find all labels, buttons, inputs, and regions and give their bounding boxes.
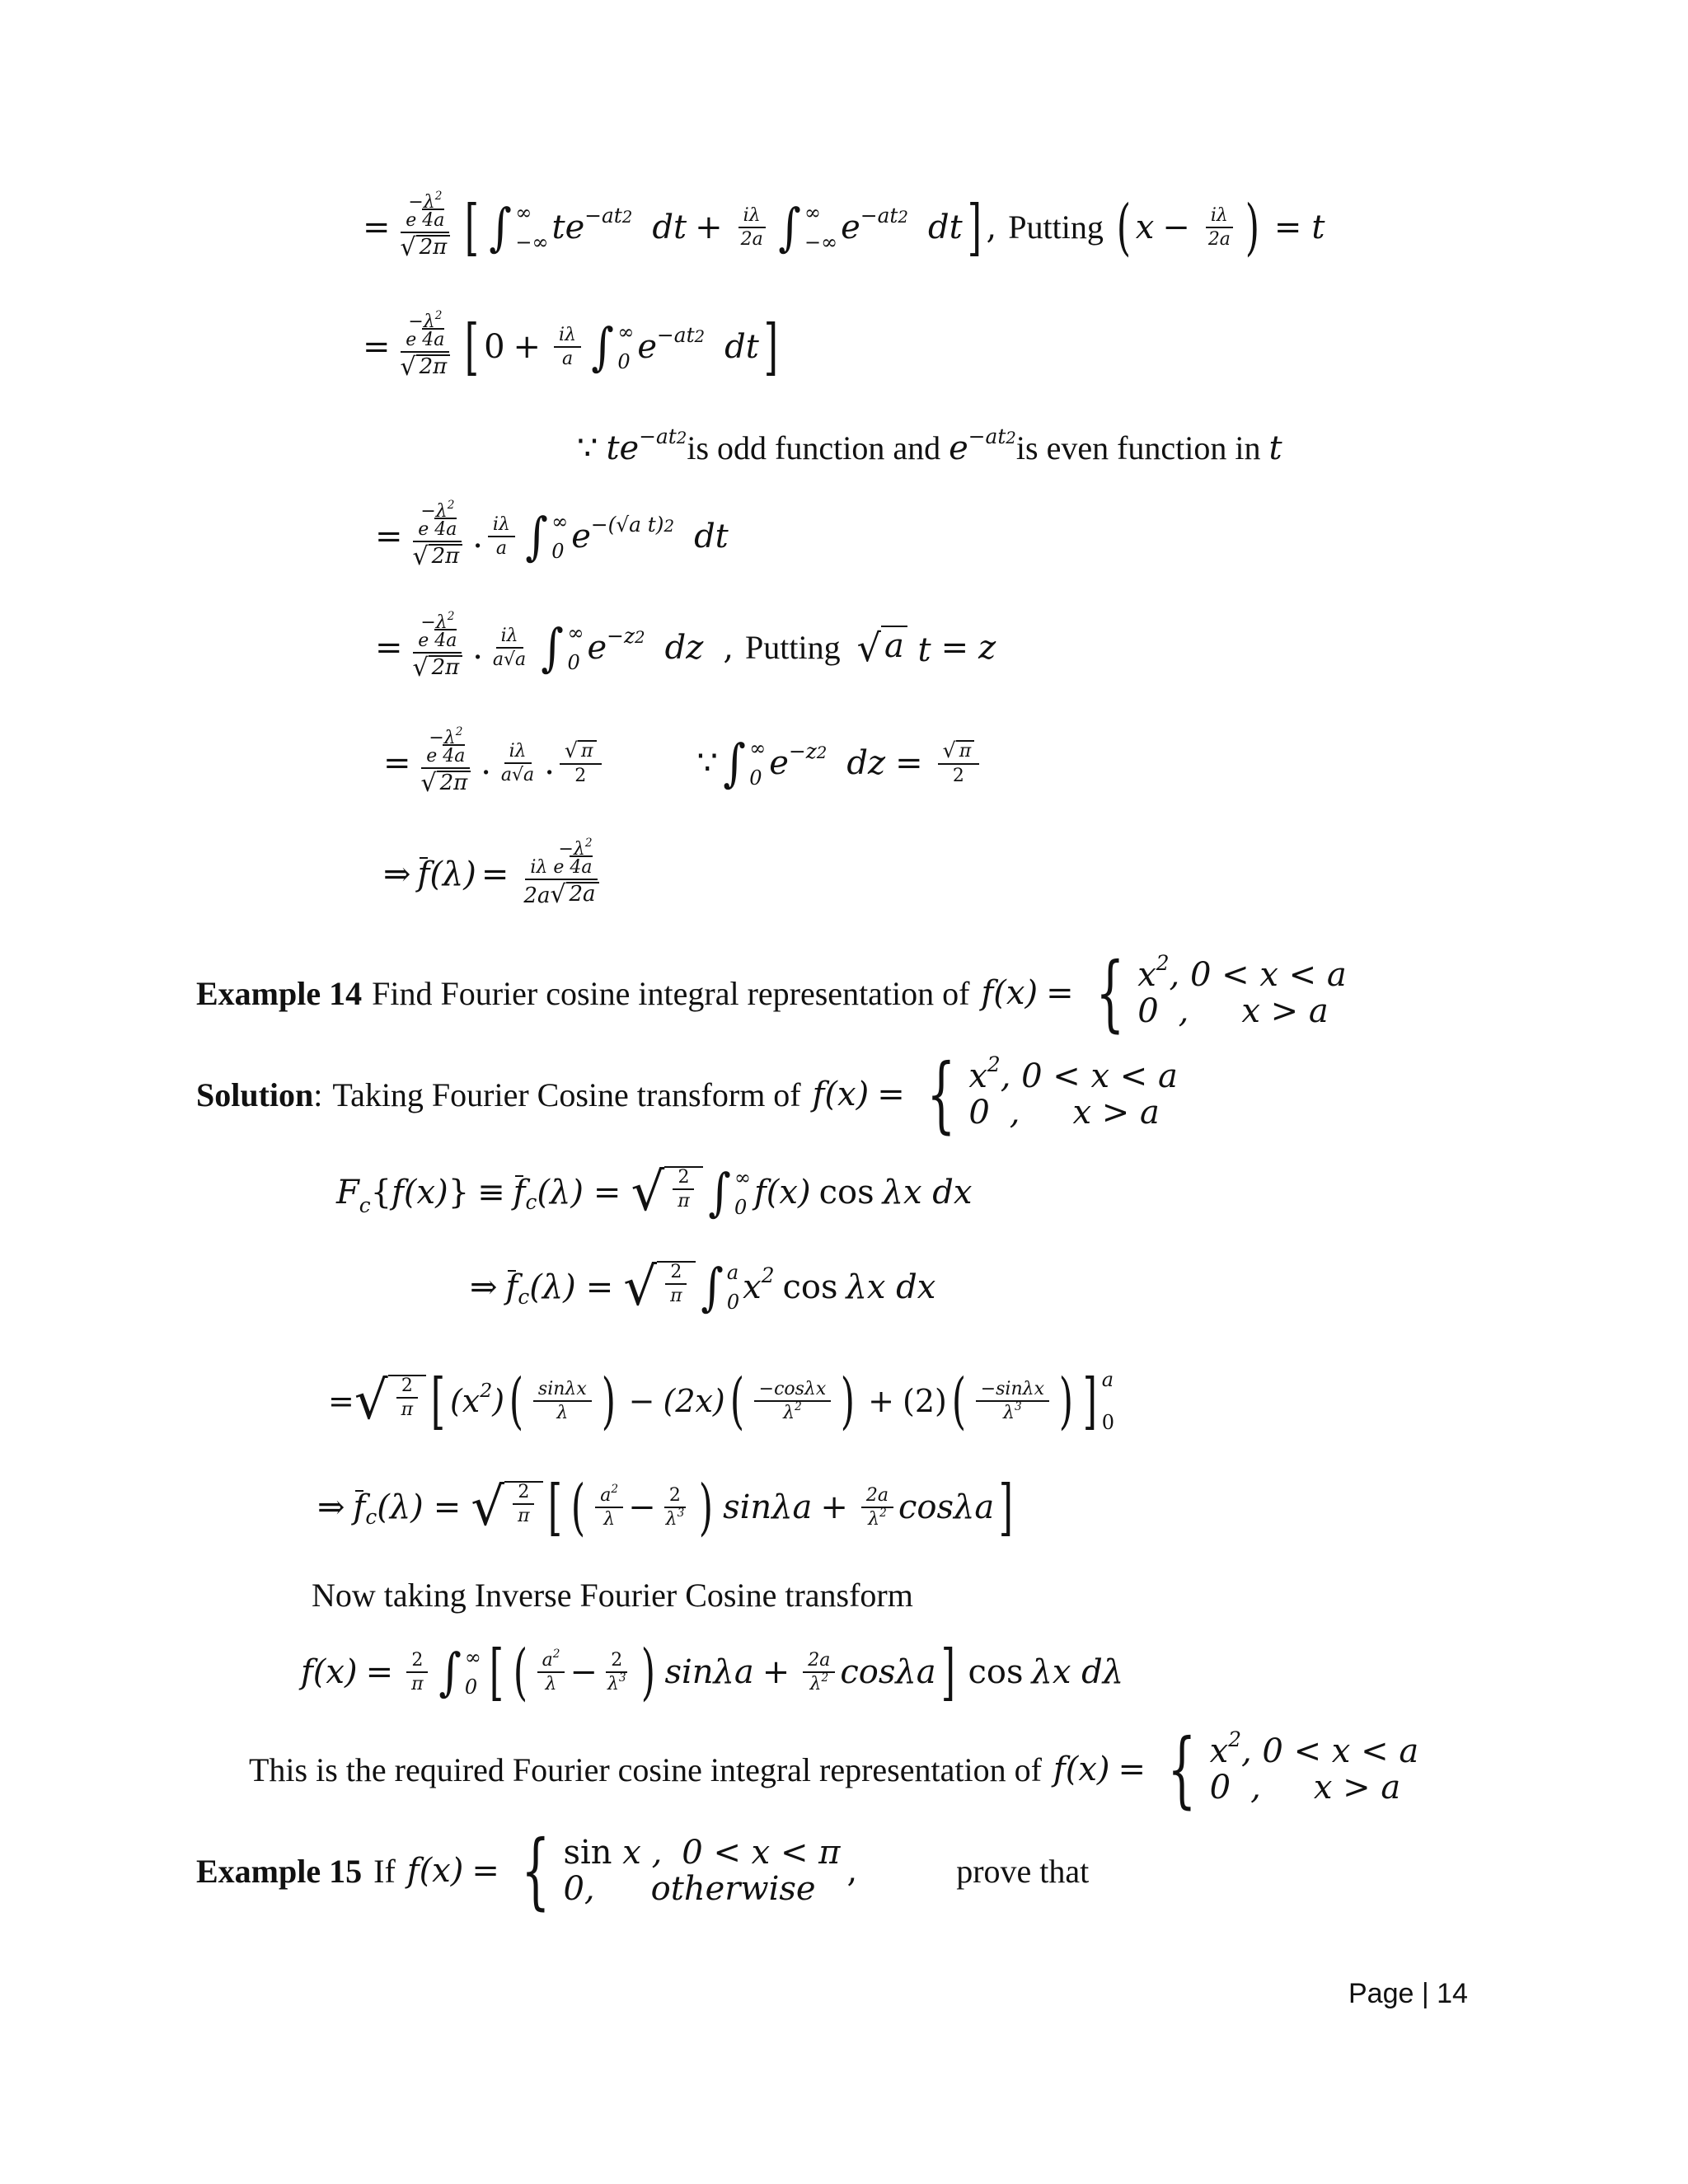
now-inverse-line [312, 1576, 913, 1615]
solution-text: Taking Fourier Cosine transform of [332, 1076, 801, 1113]
solution-label: Solution [196, 1076, 314, 1113]
solution-line: Solution : Taking Fourier Cosine transform of f(x) = { $x^2$, 0 < x < a 0 , x > a [196, 1046, 1178, 1142]
inverse-formula: f(x) = $\frac{2}{\pi}$ ∫ ∞ 0 [ ( $\frac{a^2}{\lambda}$ − $\frac{2}{\lambda^3}$ ) sinλa + $\frac{2a}{\lambda^2}$ cosλa ] cos λx dλ [301, 1637, 1124, 1708]
page-number: Page | 14 [1348, 1978, 1468, 2009]
example-14-line: Example 14 Find Fourier cosine integral representation of f(x) = { $x^2$, 0 < x < a 0 , x > a [196, 944, 1347, 1041]
example-15-prove: prove that [956, 1852, 1090, 1890]
odd-function-text: is odd function and [687, 429, 941, 466]
solution-colon: : [313, 1076, 323, 1113]
equation-line-5: = $-\lambda^2$ e 4a √ 2π . $\frac{i\lambda}{a√a}$ . √ π 2 ∵ ∫ ∞ 0 $e^{-z2}$ dz = √ π 2 [383, 729, 984, 796]
now-inverse-text: Now taking Inverse Fourier Cosine transform [312, 1577, 913, 1614]
putting-label-2: Putting [745, 629, 841, 667]
equation-line-2: = $-\lambda^2$ e 4a √ 2π [ 0 + $\frac{i\lambda}{a}$ ∫ ∞ 0 $e^{-at2}$ dt ] [363, 308, 778, 382]
fc-result: ⇒ f c (λ) = √ $\frac{2}{\pi}$ [ ( $\frac{a^2}{\lambda}$ − $\frac{2}{\lambda^3}$ ) sinλa + $\frac{2a}{\lambda^2}$ cosλa ] [317, 1472, 1014, 1543]
integration-by-parts: = √ $\frac{2}{\pi}$ [ $(x^2)$ ( $\frac{\sin\lambda x}{\lambda}$ ) − (2x) ( $\frac{-\cos\lambda x}{\lambda^2}$ ) + (2) ( $\frac{-\sin\lambda x}{\lambda^3}$ ) ] a 0 [328, 1366, 1115, 1436]
equation-line-3: = $-\lambda^2$ e 4a √ 2π . $\frac{i\lambda}{a}$ ∫ ∞ 0 $e^{-(√a t)2}$ dt [375, 498, 729, 571]
required-line: This is the required Fourier cosine integral representation of f(x) = { $x^2$, 0 < x < a 0 , x > a [249, 1721, 1419, 1817]
example-15-otherwise: otherwise [650, 1870, 816, 1908]
example-15-line: Example 15 If f(x) = { sin x , 0 < x < π 0, otherwise , prove that [196, 1822, 1090, 1919]
because-odd-even-line: ∵ $te^{-at2}$ is odd function and $e^{-at2}$ is even function in t [577, 424, 1282, 467]
example-14-label: Example 14 [196, 974, 363, 1012]
fc-step: ⇒ f c (λ) = √ $\frac{2}{\pi}$ ∫ a 0 $x^2$ cos λx dx [470, 1257, 936, 1318]
fc-definition: $F_c$ { f(x) } ≡ f c (λ) = √ $\frac{2}{\pi}$ ∫ ∞ 0 f(x) cos λx dx [336, 1162, 973, 1223]
equation-line-4: = $-\lambda^2$ e 4a √ 2π . $\frac{i\lambda}{a√a}$ ∫ ∞ 0 $e^{-z2}$ dz , Putting √ a t = z [375, 609, 996, 682]
result-f-bar: ⇒ f (λ) = $-\lambda^2$ iλ e 4a 2a √ 2a [383, 841, 609, 907]
equation-line-1: = $-\lambda^2$ e 4a √ 2π [ ∫ ∞ −∞ $te^{-at2}$ dt + $\frac{i\lambda}{2a}$ ∫ ∞ −∞ $e^{-at2}$ dt ] , Putting ( x − $\frac{i\lambda}{2a}$ ) = t [363, 189, 1325, 263]
example-14-text: Find Fourier cosine integral representation of [372, 974, 970, 1012]
example-15-if: If [373, 1852, 396, 1890]
putting-label-1: Putting [1008, 209, 1104, 246]
even-function-text: is even function in [1015, 429, 1261, 466]
example-15-label: Example 15 [196, 1852, 363, 1890]
required-text: This is the required Fourier cosine integral representation of [249, 1750, 1042, 1788]
